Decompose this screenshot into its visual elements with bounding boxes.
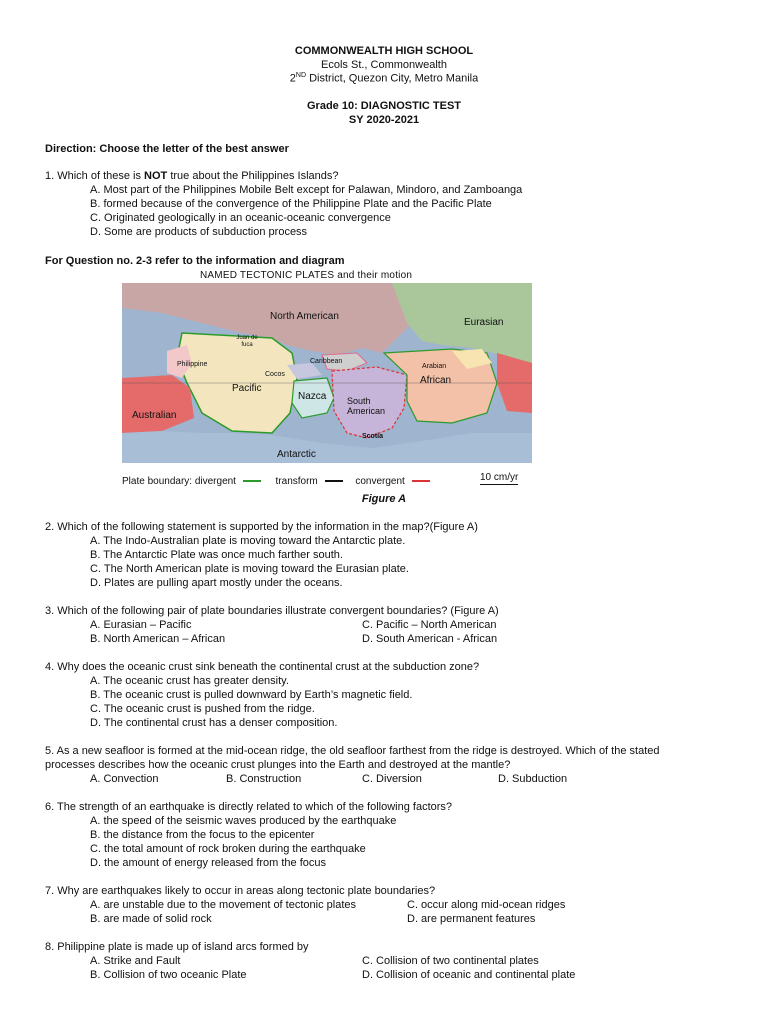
legend-convergent-swatch <box>412 480 430 482</box>
label-arabian: Arabian <box>422 363 447 370</box>
map-graphic <box>122 283 532 463</box>
label-philippine: Philippine <box>177 361 208 368</box>
question-3-option-b[interactable]: B. North American – African <box>90 633 226 645</box>
school-name: COMMONWEALTH HIGH SCHOOL <box>294 45 474 57</box>
refer-instruction: For Question no. 2-3 refer to the information and diagram <box>45 255 345 267</box>
legend-transform-label: transform <box>275 476 318 487</box>
question-7-option-b[interactable]: B. are made of solid rock <box>90 913 212 925</box>
question-4-option-b[interactable]: B. The oceanic crust is pulled downward by Earth’s magnetic field. <box>90 689 413 701</box>
address-district-rest: District, Quezon City, Metro Manila <box>306 72 479 85</box>
figure-legend <box>122 476 434 487</box>
question-1-stem <box>45 170 339 182</box>
question-7-option-d[interactable]: D. are permanent features <box>407 913 536 925</box>
label-south-american: South American <box>347 396 386 416</box>
question-8-stem: 8. Philippine plate is made up of island arcs formed by <box>45 941 309 953</box>
label-pacific: Pacific <box>232 383 262 394</box>
question-7-stem: 7. Why are earthquakes likely to occur in areas along tectonic plate boundaries? <box>45 885 436 897</box>
legend-scale: 10 cm/yr <box>480 472 519 483</box>
question-5-stem-line1: 5. As a new seafloor is formed at the mid-ocean ridge, the old seafloor farthest from the ridge is destroyed. Which of the stated <box>45 745 660 757</box>
exam-title: Grade 10: DIAGNOSTIC TEST <box>306 100 462 112</box>
label-scotia: Scotia <box>362 433 384 440</box>
question-4-option-c[interactable]: C. The oceanic crust is pushed from the ridge. <box>90 703 315 715</box>
label-caribbean: Caribbean <box>310 358 343 365</box>
question-2-stem: 2. Which of the following statement is supported by the information in the map?(Figure A) <box>45 521 478 533</box>
label-australian: Australian <box>132 410 177 421</box>
label-north-american: North American <box>270 311 339 322</box>
question-3-option-d[interactable]: D. South American - African <box>362 633 498 645</box>
question-5-stem-line2: processes describes how the oceanic crust plunges into the Earth and destroyed at the mantle? <box>45 759 511 771</box>
question-3-stem: 3. Which of the following pair of plate boundaries illustrate convergent boundaries? (Figure A) <box>45 605 499 617</box>
label-african: African <box>420 375 452 386</box>
figure-caption: Figure A <box>361 493 407 505</box>
school-year: SY 2020-2021 <box>348 114 420 126</box>
question-8-option-d[interactable]: D. Collision of oceanic and continental plate <box>362 969 576 981</box>
address-district-number: 2 <box>289 72 296 85</box>
question-2-option-d[interactable]: D. Plates are pulling apart mostly under the oceans. <box>90 577 343 589</box>
question-5-option-a[interactable]: A. Convection <box>90 773 159 785</box>
question-8-option-c[interactable]: C. Collision of two continental plates <box>362 955 539 967</box>
legend-convergent-label: convergent <box>355 476 405 487</box>
question-8-option-b[interactable]: B. Collision of two oceanic Plate <box>90 969 247 981</box>
question-3-option-c[interactable]: C. Pacific – North American <box>362 619 497 631</box>
question-1-option-a[interactable]: A. Most part of the Philippines Mobile Belt except for Palawan, Mindoro, and Zamboanga <box>90 184 523 196</box>
question-8-option-a[interactable]: A. Strike and Fault <box>90 955 181 967</box>
question-5-option-d[interactable]: D. Subduction <box>498 773 568 785</box>
school-address-line2 <box>0 72 768 85</box>
question-1-stem-b: true about the Philippines Islands? <box>167 170 339 182</box>
label-cocos: Cocos <box>265 371 285 378</box>
question-6-option-b[interactable]: B. the distance from the focus to the epicenter <box>90 829 315 841</box>
label-eurasian: Eurasian <box>464 317 504 328</box>
question-1-stem-a: 1. Which of these is <box>45 170 145 182</box>
legend-divergent-swatch <box>243 480 261 482</box>
school-address-line1: Ecols St., Commonwealth <box>321 59 447 71</box>
question-1-option-d[interactable]: D. Some are products of subduction process <box>90 226 308 238</box>
question-2-option-a[interactable]: A. The Indo-Australian plate is moving toward the Antarctic plate. <box>90 535 406 547</box>
figure-title: NAMED TECTONIC PLATES and their motion <box>200 270 413 281</box>
address-district-suffix: ND <box>295 72 307 79</box>
question-1-option-c[interactable]: C. Originated geologically in an oceanic-oceanic convergence <box>90 212 391 224</box>
question-6-stem: 6. The strength of an earthquake is directly related to which of the following factors? <box>45 801 453 813</box>
question-6-option-d[interactable]: D. the amount of energy released from the focus <box>90 857 327 869</box>
question-6-option-c[interactable]: C. the total amount of rock broken during the earthquake <box>90 843 366 855</box>
question-7-option-a[interactable]: A. are unstable due to the movement of tectonic plates <box>90 899 356 911</box>
question-5-option-b[interactable]: B. Construction <box>226 773 302 785</box>
question-2-option-b[interactable]: B. The Antarctic Plate was once much farther south. <box>90 549 343 561</box>
label-nazca: Nazca <box>298 391 327 402</box>
question-5-option-c[interactable]: C. Diversion <box>362 773 422 785</box>
question-6-option-a[interactable]: A. the speed of the seismic waves produced by the earthquake <box>90 815 397 827</box>
question-3-option-a[interactable]: A. Eurasian – Pacific <box>90 619 192 631</box>
label-antarctic: Antarctic <box>277 449 316 460</box>
question-1-option-b[interactable]: B. formed because of the convergence of the Philippine Plate and the Pacific Plate <box>90 198 492 210</box>
legend-transform-swatch <box>325 480 343 482</box>
question-1-stem-emphasis: NOT <box>144 170 168 182</box>
question-4-option-d[interactable]: D. The continental crust has a denser composition. <box>90 717 338 729</box>
question-7-option-c[interactable]: C. occur along mid-ocean ridges <box>407 899 566 911</box>
legend-divergent-label: Plate boundary: divergent <box>122 476 236 487</box>
direction-text: Direction: Choose the letter of the best answer <box>45 143 289 155</box>
question-2-option-c[interactable]: C. The North American plate is moving toward the Eurasian plate. <box>90 563 409 575</box>
question-4-option-a[interactable]: A. The oceanic crust has greater density. <box>90 675 289 687</box>
label-juan-de-fuca: Juan de fuca <box>236 335 258 348</box>
question-4-stem: 4. Why does the oceanic crust sink beneath the continental crust at the subduction zone? <box>45 661 480 673</box>
tectonic-plates-map <box>122 283 532 463</box>
